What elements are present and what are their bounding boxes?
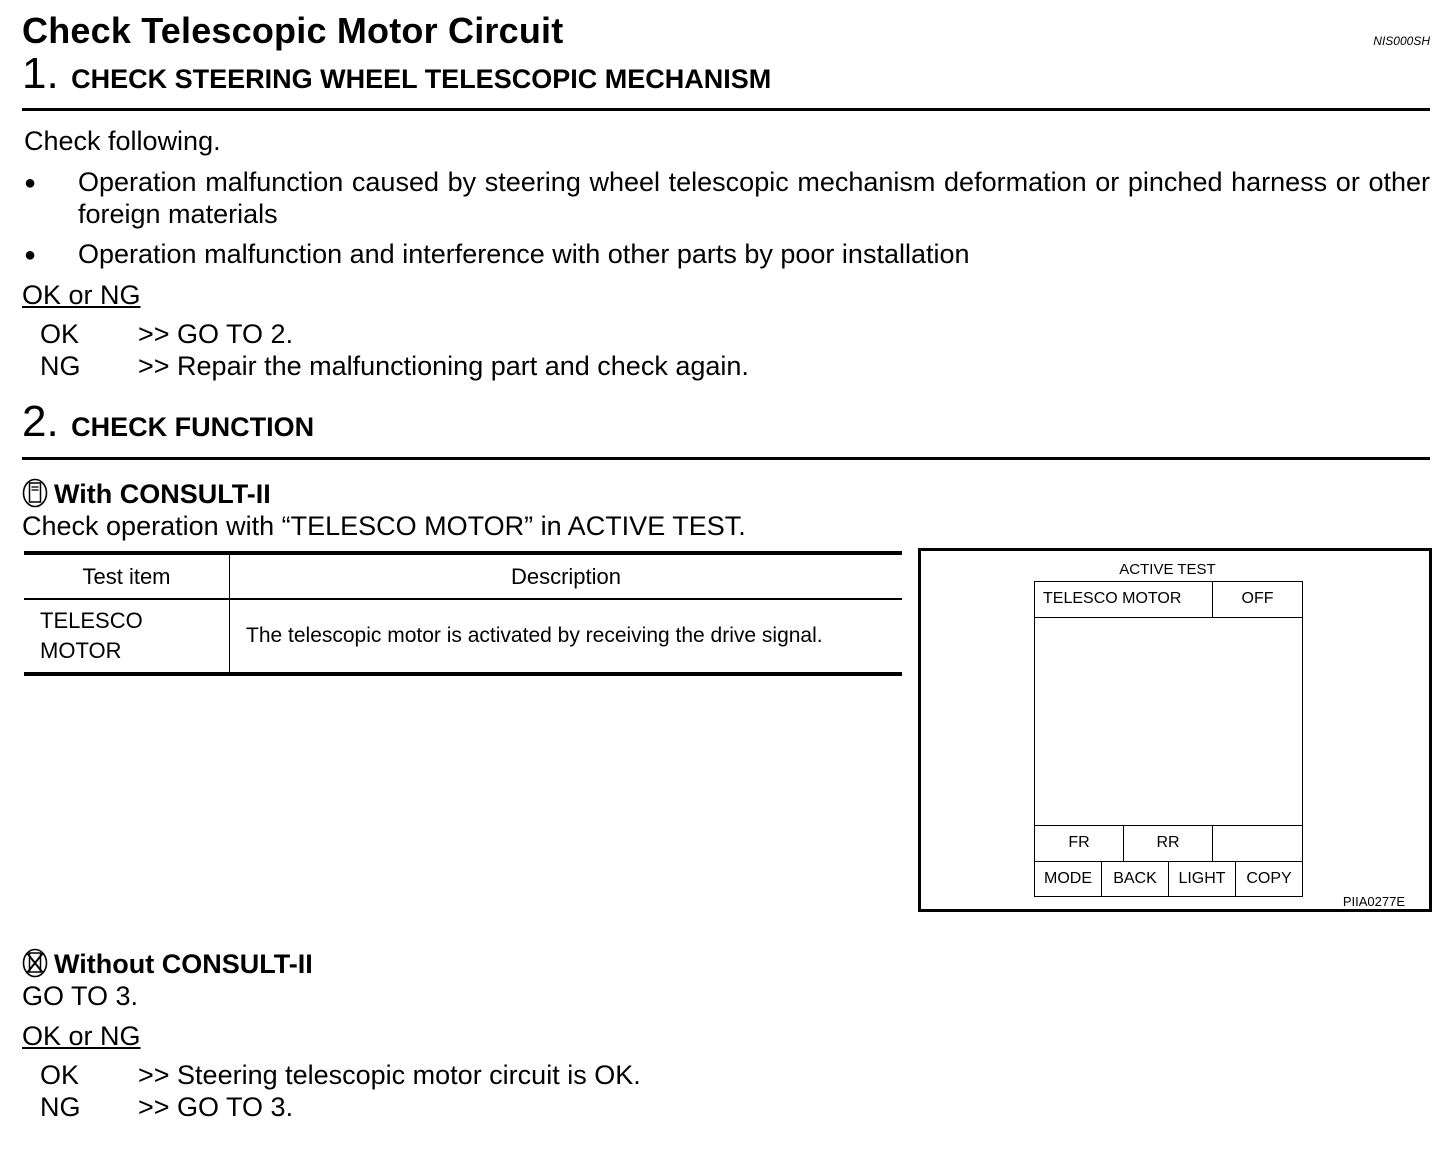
consult-screen-figure bbox=[918, 548, 1432, 912]
document-id: NIS000SH bbox=[1373, 34, 1430, 48]
step-1-ng-text: >> Repair the malfunctioning part and check again. bbox=[138, 351, 749, 381]
step-2-number: 2. bbox=[22, 397, 59, 446]
table-header-row bbox=[24, 553, 902, 599]
screen-button-copy: COPY bbox=[1236, 861, 1302, 896]
table-row bbox=[24, 599, 902, 674]
step-1-bullet-2: Operation malfunction and interference with other parts by poor installation bbox=[78, 239, 970, 269]
screen-button-rr: RR bbox=[1124, 825, 1213, 861]
bullet-icon: ● bbox=[24, 244, 37, 266]
screen-title: ACTIVE TEST bbox=[1119, 561, 1216, 578]
step-1-ng-key: NG bbox=[40, 351, 81, 381]
step-2-ng-text: >> GO TO 3. bbox=[138, 1092, 294, 1122]
screen-frame bbox=[1034, 581, 1303, 897]
table-cell-description: The telescopic motor is activated by receiving the drive signal. bbox=[246, 624, 823, 647]
screen-button-light: LIGHT bbox=[1169, 861, 1236, 896]
table-cell-item: TELESCO MOTOR bbox=[24, 599, 230, 674]
step-1-title: CHECK STEERING WHEEL TELESCOPIC MECHANISM bbox=[71, 64, 772, 94]
step-1-ok-ng-label: OK or NG bbox=[22, 280, 141, 310]
screen-button-back: BACK bbox=[1102, 861, 1169, 896]
screen-button-blank bbox=[1213, 825, 1302, 861]
step-1-bullet-1: Operation malfunction caused by steering wheel telescopic mechanism deformation or pinched harness or other foreign materials bbox=[78, 167, 1430, 229]
figure-id: PIIA0277E bbox=[1342, 894, 1405, 909]
with-consult-label: With CONSULT-II bbox=[54, 479, 271, 509]
step-1-intro: Check following. bbox=[24, 126, 221, 156]
no-consult-tester-icon bbox=[22, 948, 48, 978]
screen-button-fr: FR bbox=[1035, 825, 1124, 861]
step-2-header bbox=[22, 397, 315, 446]
step-2-ng-key: NG bbox=[40, 1092, 81, 1122]
screen-button-mode: MODE bbox=[1035, 861, 1102, 896]
step-1-ok-key: OK bbox=[40, 319, 80, 349]
with-consult-heading bbox=[22, 478, 271, 510]
step-2-title: CHECK FUNCTION bbox=[71, 412, 315, 442]
active-test-table bbox=[24, 551, 902, 676]
step-2-ok-ng-label: OK or NG bbox=[22, 1021, 141, 1051]
table-header-description: Description bbox=[230, 553, 903, 599]
step-2-ok-key: OK bbox=[40, 1060, 80, 1090]
step-2-divider bbox=[22, 457, 1430, 460]
step-1-divider bbox=[22, 108, 1430, 111]
table-header-test-item: Test item bbox=[24, 553, 230, 599]
bullet-icon: ● bbox=[24, 172, 37, 194]
step-1-ok-text: >> GO TO 2. bbox=[138, 319, 294, 349]
page-title: Check Telescopic Motor Circuit bbox=[22, 10, 564, 51]
step-1-header bbox=[22, 49, 772, 98]
step-2-ok-text: >> Steering telescopic motor circuit is OK. bbox=[138, 1060, 641, 1090]
without-consult-label: Without CONSULT-II bbox=[54, 949, 313, 979]
consult-tester-icon bbox=[22, 478, 48, 508]
screen-item-value: OFF bbox=[1213, 582, 1302, 618]
step-1-number: 1. bbox=[22, 49, 59, 98]
without-consult-heading bbox=[22, 948, 313, 980]
screen-item-label: TELESCO MOTOR bbox=[1035, 582, 1213, 618]
without-consult-text: GO TO 3. bbox=[22, 981, 139, 1011]
with-consult-text: Check operation with “TELESCO MOTOR” in ACTIVE TEST. bbox=[22, 511, 746, 541]
